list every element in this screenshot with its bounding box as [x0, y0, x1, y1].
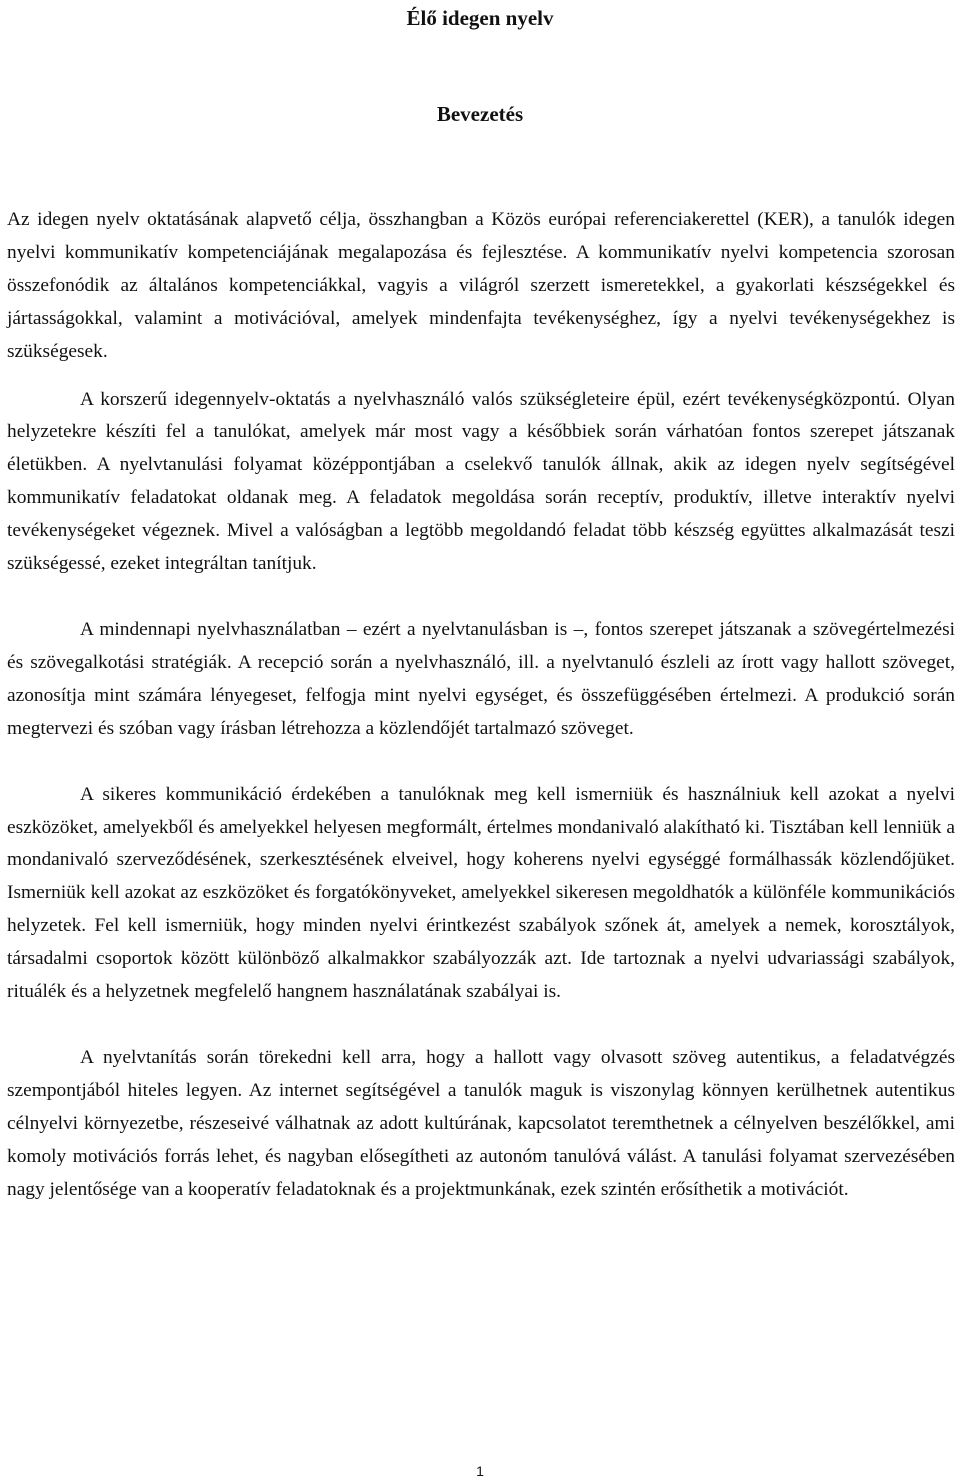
page-number: 1: [476, 1463, 484, 1479]
paragraph-intro: Az idegen nyelv oktatásának alapvető célja, összhangban a Közös európai referenciakerettel (KER), a tanulók idegen nyelvi kommunikatív kompetenciájának megalapozása és fejlesztése. A kommunikatív nyelvi kompetencia szorosan összefonódik az általános kompetenciákkal, vagyis a világról szerzett ismeretekkel, a gyakorlati készségekkel és jártasságokkal, valamint a motivációval, amelyek mindenfajta tevékenységhez, így a nyelvi tevékenységekhez is szükségesek.: [7, 209, 955, 362]
paragraph-strategies: A mindennapi nyelvhasználatban – ezért a nyelvtanulásban is –, fontos szerepet játszanak a szövegértelmezési és szövegalkotási stratégiák. A recepció során a nyelvhasználó, ill. a nyelvtanuló észleli az írott vagy hallott szöveget, azonosítja mint számára lényegeset, felfogja mint nyelvi egységet, és összefüggésében értelmezi. A produkció során megtervezi és szóban vagy írásban létrehozza a közlendőjét tartalmazó szöveget.: [7, 618, 955, 739]
document-body: [7, 204, 955, 1206]
section-title: Bevezetés: [436, 102, 524, 126]
document-title: Élő idegen nyelv: [406, 6, 554, 30]
paragraph-modern-teaching: A korszerű idegennyelv-oktatás a nyelvhasználó valós szükségleteire épül, ezért tevékenységközpontú. Olyan helyzetekre készíti fel a tanulókat, amelyek már most vagy a későbbiek során várhatóan fontos szerepet játszanak életükben. A nyelvtanulási folyamat középpontjában a cselekvő tanulók állnak, akik az idegen nyelv segítségével kommunikatív feladatokat oldanak meg. A feladatok megoldása során receptív, produktív, illetve interaktív nyelvi tevékenységeket végeznek. Mivel a valóságban a legtöbb megoldandó feladat több készség együttes alkalmazását teszi szükségessé, ezeket integráltan tanítjuk.: [7, 388, 955, 575]
paragraph-authenticity: A nyelvtanítás során törekedni kell arra, hogy a hallott vagy olvasott szöveg autentikus, a feladatvégzés szempontjából hiteles legyen. Az internet segítségével a tanulók maguk is viszonylag könnyen kerülhetnek autentikus célnyelvi környezetbe, részeseivé válhatnak az adott kultúrának, kapcsolatot teremthetnek a célnyelven beszélőkkel, ami komoly motivációs forrás lehet, és nagyban elősegítheti az autonóm tanulóvá válást. A tanulási folyamat szervezésében nagy jelentősége van a kooperatív feladatoknak és a projektmunkának, ezek szintén erősíthetik a motivációt.: [7, 1046, 955, 1200]
paragraph-communication: A sikeres kommunikáció érdekében a tanulóknak meg kell ismerniük és használniuk kell azokat a nyelvi eszközöket, amelyekből és amelyekkel helyesen megformált, értelmes mondanivaló alakítható ki. Tisztában kell lenniük a mondanivaló szerveződésének, szerkesztésének elveivel, hogy koherens nyelvi egységgé formálhassák közlendőjüket. Ismerniük kell azokat az eszközöket és forgatókönyveket, amelyekkel sikeresen megoldhatók a különféle kommunikációs helyzetek. Fel kell ismerniük, hogy minden nyelvi érintkezést szabályok szőnek át, amelyek a nemek, korosztályok, társadalmi csoportok között különböző alkalmakkor szabályozzák azt. Ide tartoznak a nyelvi udvariassági szabályok, rituálék és a helyzetnek megfelelő hangnem használatának szabályai is.: [7, 783, 955, 1003]
